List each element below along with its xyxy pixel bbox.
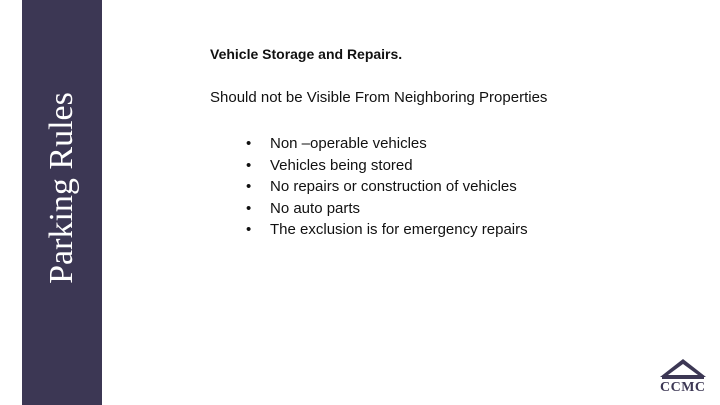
bullet-icon: • [246,156,252,174]
list-item [246,133,528,155]
bullet-text: Non –operable vehicles [270,135,427,152]
bullet-icon: • [246,221,252,239]
bullet-icon: • [246,135,252,152]
slide-subheading: Should not be Visible From Neighboring Properties [210,89,548,106]
list-item [246,198,528,220]
bullet-text: No repairs or construction of vehicles [270,178,517,196]
logo-text: CCMC [660,380,706,395]
list-item [246,219,528,241]
bullet-text: No auto parts [270,199,361,217]
bullet-text: The exclusion is for emergency repairs [270,221,528,239]
bullet-list [246,133,528,241]
list-item [246,155,528,177]
slide-heading: Vehicle Storage and Repairs. [210,46,403,62]
bullet-icon: • [246,178,252,196]
sidebar-title: Parking Rules [43,92,80,284]
bullet-text: Vehicles being stored [270,156,413,174]
list-item [246,176,528,198]
bullet-icon: • [246,199,252,217]
